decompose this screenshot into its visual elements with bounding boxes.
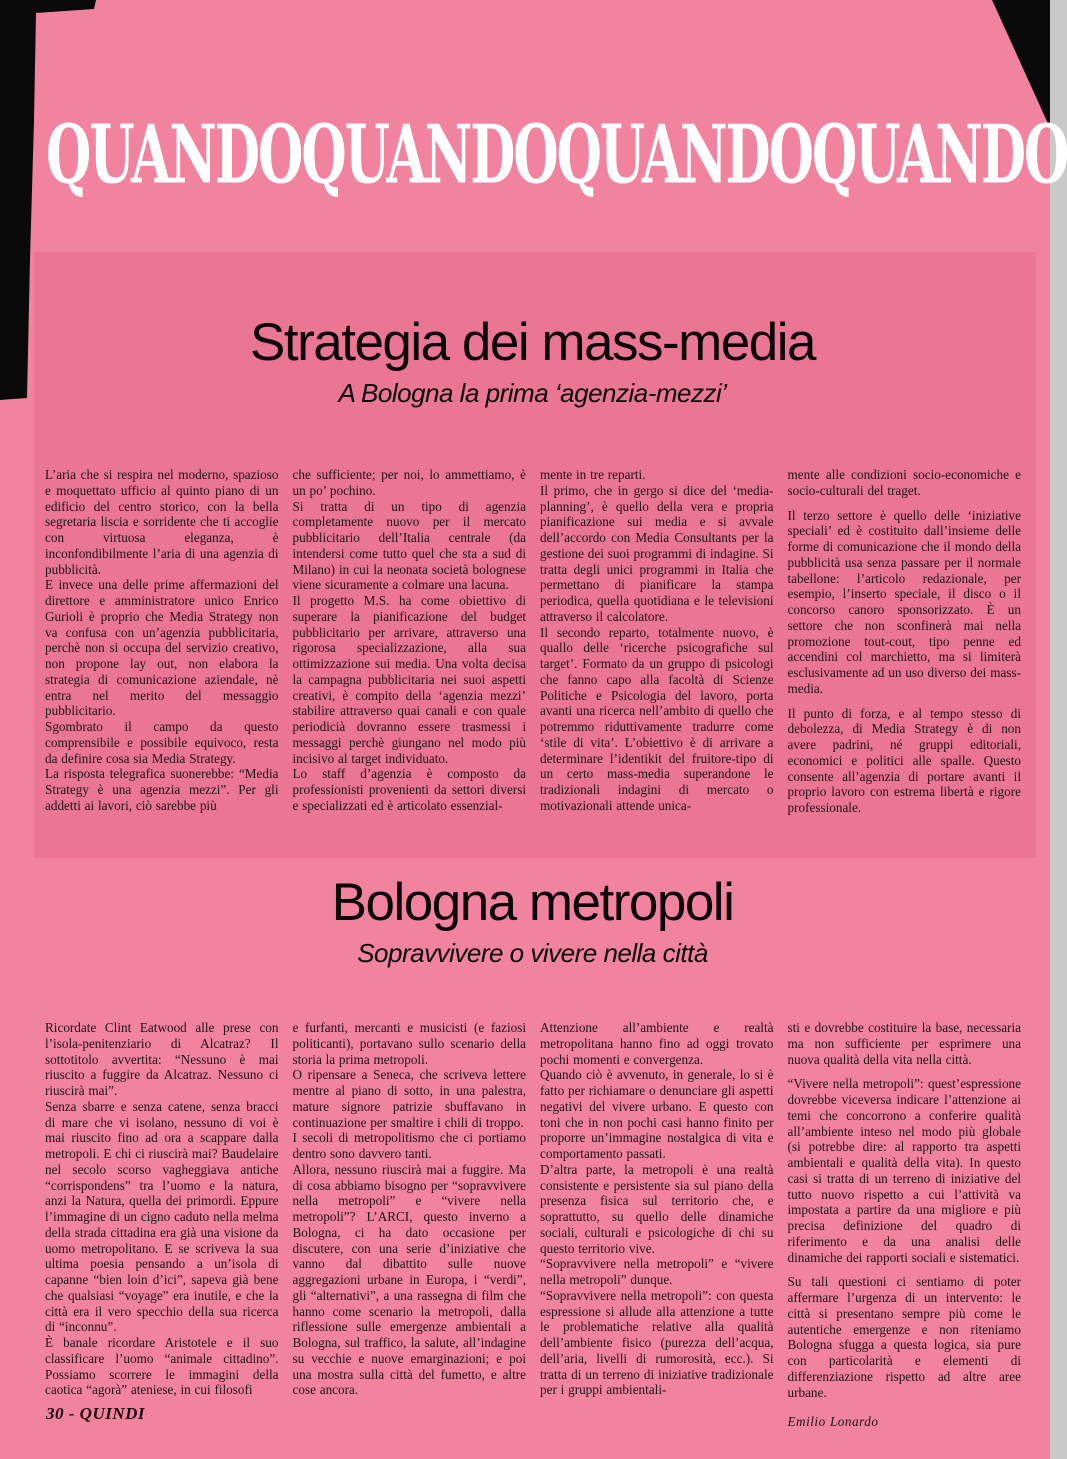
- article1-body: [45, 467, 1021, 815]
- body-paragraph: È banale ricordare Aristotele e il suo classificare l’uomo “animale cittadino”. Possiamo scorrere le immagini della caotica “agorà” ateniese, in cui filosofi: [45, 1335, 279, 1398]
- body-paragraph: O ripensare a Seneca, che scriveva lettere mentre al piano di sotto, in una palestra, mature signore patrizie sbuffavano in continuazione per smaltire i chili di troppo.: [292, 1067, 526, 1130]
- body-paragraph: “Vivere nella metropoli”: quest’espressione dovrebbe viceversa indicare l’attenzione ai temi che concorrono a conferire qualità all’ambiente inteso nel modo più globale (si potrebbe dire: al rapporto tra aspetti ambientali e qualità della vita). In questo casi si tratta di un terreno di iniziative del tutto nuovo rispetto a cui l’attività va impostata a partire da una migliore e più precisa definizione del quadro di riferimento e da una analisi delle dinamiche dei rapporti sociali e sistematici.: [787, 1076, 1021, 1265]
- article1-column-2: [293, 467, 527, 816]
- body-paragraph: mente alle condizioni socio-economiche e socio-culturali del traget.: [787, 467, 1021, 498]
- body-paragraph: Il primo, che in gergo si dice del ‘media-planning’, è quello della vera e propria pianificazione sui media e si avvale dell’accordo con Media Consultants per la gestione dei suoi programmi di indagine. Si tratta degli unici programmi in Italia che permettano di pianificare la stampa periodica, quella quotidiana e le televisioni attraverso il calcolatore.: [540, 482, 774, 624]
- body-paragraph: mente in tre reparti.: [540, 467, 646, 482]
- article1-subtitle: A Bologna la prima ‘agenzia-mezzi’: [338, 378, 727, 409]
- body-paragraph: I secoli di metropolitismo che ci portiamo dentro sono davvero tanti.: [292, 1130, 526, 1161]
- article2-column-1: [45, 1020, 279, 1430]
- body-paragraph: e furfanti, mercanti e musicisti (e faziosi politicanti), portavano sullo scenario della storia la prima metropoli.: [292, 1020, 526, 1067]
- article1-column-3: [540, 467, 774, 816]
- page-number-footer: 30 - QUINDI: [46, 1404, 145, 1423]
- body-paragraph: L’aria che si respira nel moderno, spazioso e moquettato ufficio al quinto piano di un edificio del centro storico, con la bella segretaria liscia e sorridente che ti accoglie con virtuosa eleganza, è inconfondibilmente l’aria di una agenzia di pubblicità.: [45, 467, 279, 577]
- body-paragraph: Il terzo settore è quello delle ‘iniziative speciali’ ed è costituito dall’insieme delle forme di comunicazione che il mondo della pubblicità usa senza passare per il normale tabellone: l’articolo redazionale, per esempio, l’inserto speciale, il disco o il concorso canoro sponsorizzato. È un settore che non sconfinerà mai nella promozione tout-cout, tipo penne ed accendini col marchietto, ma si limiterà esclusivamente ad un uso diverso dei mass-media.: [787, 507, 1021, 696]
- body-paragraph: Lo staff d’agenzia è composto da professionisti provenienti da settori diversi e specializzati ed è articolato essenzial-: [292, 766, 526, 813]
- article2-column-2: [293, 1020, 527, 1430]
- body-paragraph: E invece una delle prime affermazioni del direttore e amministratore unico Enrico Gurioli è proprio che Media Strategy non va confusa con un’agenzia pubblicitaria, perchè non si occupa del servizio creativo, non propone lay out, non elabora la strategia di comunicazione aziendale, nè entra nel merito del messaggio pubblicitario.: [45, 577, 279, 719]
- body-paragraph: Il secondo reparto, totalmente nuovo, è quallo delle ‘ricerche psicografiche sul target’. Formato da un gruppo di psicologi che fanno capo alla facoltà di Scienze Politiche e Psicologia del lavoro, porta avanti una ricerca nell’ambito di quello che potremmo riduttivamente tradurre come ‘stile di vita’. L’obiettivo è di arrivare a determinare l’identikit del fruitore-tipo di un certo mass-media superandone le tradizionali indagini di mercato o motivazionali attende unica-: [540, 624, 774, 813]
- body-paragraph: Il progetto M.S. ha come obiettivo di superare la pianificazione del budget pubblicitario per arrivare, attraverso una rigorosa specializzazione, alla sua ottimizzazione sui media. Una volta decisa la campagna pubblicitaria nei suoi aspetti creativi, è compito della ‘agenzia mezzi’ stabilire attraverso quai canali e con quale periodicià dovranno essere trasmessi i messaggi perchè giungano nel modo più incisivo al target individuato.: [292, 593, 526, 766]
- body-paragraph: Su tali questioni ci sentiamo di poter affermare l’urgenza di un intervento: le città si presentano sempre più come le autentiche emergenze e non riteniamo Bologna sfugga a questa logica, sia pure con particolarità e elementi di differenziazione rispetto ad altre aree urbane.: [787, 1274, 1021, 1400]
- body-paragraph: Senza sbarre e senza catene, senza bracci di mare che vi isolano, nessuno di voi è mai riuscito fino ad ora a scappare dalla metropoli. E chi ci riuscirà mai? Baudelaire nel secolo scorso vagheggiava antiche “corrispondens” tra l’uomo e la natura, anzi la Natura, quella dei primordi. Eppure l’immagine di un cigno caduto nella melma della strada cittadina era già una visione da uomo metropolitano. E se scriveva la sua ultima poesia pensando a un’isola di capanne “bien loin d’ici”, sapeva già bene che qualsiasi “voyage” era inutile, e che la città era il vero specchio della sua ricerca di “inconnu”.: [45, 1098, 279, 1335]
- article1-header: [45, 313, 1020, 409]
- masthead: [46, 108, 1067, 203]
- article2-column-4: [788, 1020, 1022, 1430]
- body-paragraph: “Sopravvivere nella metropoli” e “vivere nella metropoli” dunque.: [540, 1256, 774, 1287]
- article2-header: [45, 873, 1020, 969]
- article2-column-3: [540, 1020, 774, 1430]
- body-paragraph: La risposta telegrafica suonerebbe: “Media Strategy è una agenzia mezzi”. Per gli addetti ai lavori, ciò sarebbe più: [45, 766, 279, 813]
- body-paragraph: D’altra parte, la metropoli è una realtà consistente e persistente sia sul piano della presenza fisica sul territorio che, e soprattutto, su quello delle dinamiche sociali, culturali e psicologiche di chi su questo territorio vive.: [540, 1161, 774, 1256]
- body-paragraph: Allora, nessuno riuscirà mai a fuggire. Ma di cosa abbiamo bisogno per “sopravvivere nella metropoli” e “vivere nella metropoli”? L’ARCI, questo inverno a Bologna, ci ha dato occasione per discutere, con una serie d’iniziative che vanno dal dibattito sulle nuove aggregazioni urbane in Europa, i “verdi”, gli “alternativi”, a una rassegna di film che hanno come scenario la metropoli, dalla riflessione sulle emergenze ambientali a Bologna, sul traffico, la salute, all’indagine su vecchie e nuove emarginazioni; e poi una mostra sulla città del fumetto, e altre cose ancora.: [292, 1161, 526, 1398]
- body-paragraph: sti e dovrebbe costituire la base, necessaria ma non sufficiente per esprimere una nuova qualità della vita nella città.: [787, 1020, 1021, 1067]
- body-paragraph: Quando ciò è avvenuto, in generale, lo si è fatto per richiamare o denunciare gli aspetti negativi del vivere urbano. E questo con toni che in non pochi casi hanno finito per proporre un’immagine nostalgica di vita e comportamento passati.: [540, 1067, 774, 1161]
- body-paragraph: Attenzione all’ambiente e realtà metropolitana hanno fino ad oggi trovato pochi momenti e convergenza.: [540, 1020, 774, 1067]
- body-paragraph: Si tratta di un tipo di agenzia completamente nuovo per il mercato pubblicitario dell’Italia centrale (da intendersi come tutto quel che sta a sud di Milano) in cui la neonata società bolognese viene sicuramente a colmare una lacuna.: [292, 498, 526, 593]
- masthead-word: QUANDO: [556, 108, 812, 203]
- body-paragraph: Ricordate Clint Eatwood alle prese con l’isola-penitenziario di Alcatraz? Il sottotitolo avvertita: “Nessuno è mai riuscito a fuggire da Alcatraz. Nessuno ci riuscirà mai”.: [45, 1020, 279, 1098]
- body-paragraph: “Sopravvivere nella metropoli”: con questa espressione si allude alla attenzione a tutte le problematiche relative alla qualità dell’ambiente fisico (purezza dell’acqua, dell’aria, livelli di rumorosità, ecc.). Si tratta di un terreno di iniziative tradizionale per i gruppi ambientali-: [540, 1287, 774, 1398]
- masthead-word: QUANDO: [811, 108, 1067, 203]
- masthead-word: QUANDO: [46, 108, 302, 203]
- article1-title: Strategia dei mass-media: [250, 313, 815, 372]
- body-paragraph: Sgombrato il campo da questo comprensibile e possibile equivoco, resta da definire cosa sia Media Strategy.: [45, 719, 279, 766]
- article2-subtitle: Sopravvivere o vivere nella città: [357, 938, 708, 969]
- article2-byline: Emilio Lonardo: [787, 1414, 879, 1430]
- body-paragraph: Il punto di forza, e al tempo stesso di debolezza, di Media Strategy è di non avere padrini, né gruppi editoriali, economici e politici alle spalle. Questo consente all’agenzia di portare avanti il proprio lavoro con estrema libertà e rigore professionale.: [787, 705, 1021, 815]
- article1-column-4: [788, 467, 1022, 816]
- masthead-word: QUANDO: [301, 108, 557, 203]
- body-paragraph: che sufficiente; per noi, lo ammettiamo, è un po’ pochino.: [292, 467, 526, 498]
- article1-column-1: [45, 467, 279, 816]
- article2-title: Bologna metropoli: [331, 873, 734, 932]
